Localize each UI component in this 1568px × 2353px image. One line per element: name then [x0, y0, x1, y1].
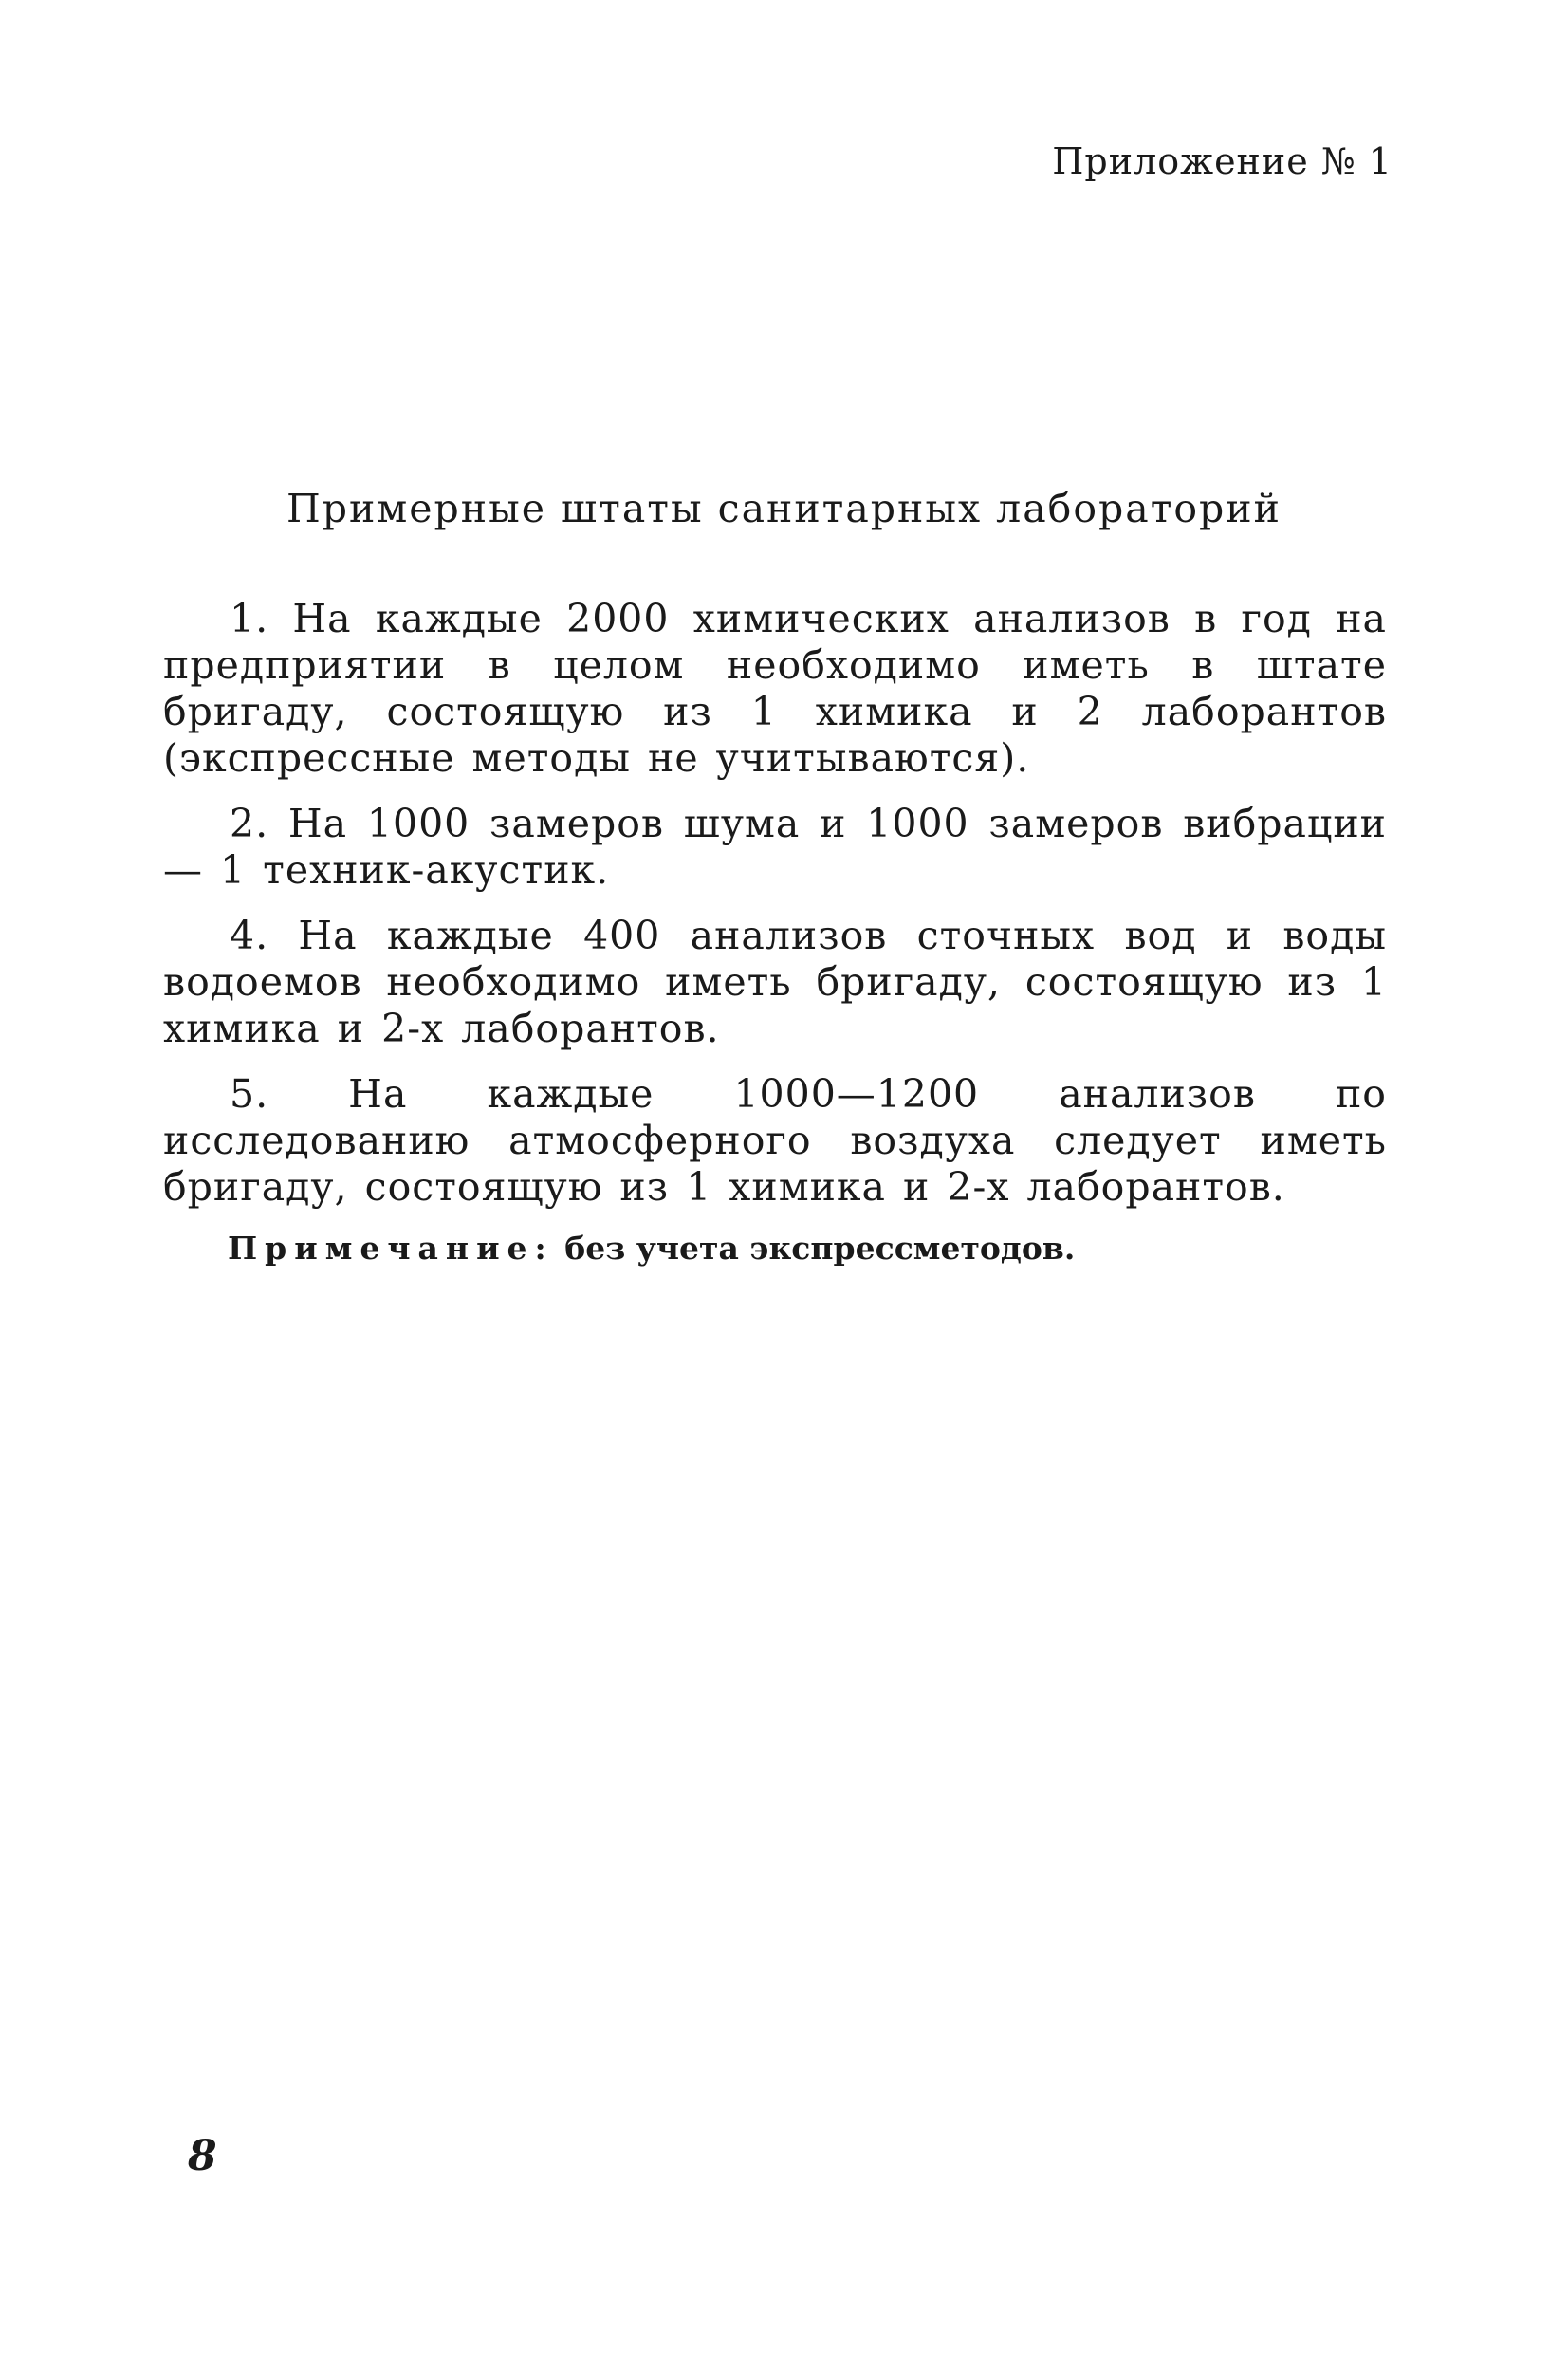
paragraph-item-5: 5. На каждые 1000—1200 анализов по исследованию атмосферного воздуха следует иметь бригаду, состоящую из 1 химика и 2-х лаборантов.: [163, 1071, 1387, 1210]
body-text: [163, 596, 1387, 1230]
note-label: Примечание:: [228, 1230, 554, 1267]
document-title: Примерные штаты санитарных лабораторий: [286, 486, 1282, 531]
paragraph-item-2: 2. На 1000 замеров шума и 1000 замеров вибрации — 1 техник-акустик.: [163, 801, 1387, 893]
page-number: 8: [188, 2132, 217, 2180]
note: [228, 1230, 1075, 1267]
paragraph-item-4: 4. На каждые 400 анализов сточных вод и воды водоемов необходимо иметь бригаду, состоящую из 1 химика и 2-х лаборантов.: [163, 913, 1387, 1051]
paragraph-item-1: 1. На каждые 2000 химических анализов в год на предприятии в целом необходимо иметь в штате бригаду, состоящую из 1 химика и 2 лаборантов (экспрессные методы не учитываются).: [163, 596, 1387, 781]
appendix-label: Приложение № 1: [1052, 140, 1393, 182]
note-text: без учета экспрессметодов.: [564, 1230, 1076, 1267]
